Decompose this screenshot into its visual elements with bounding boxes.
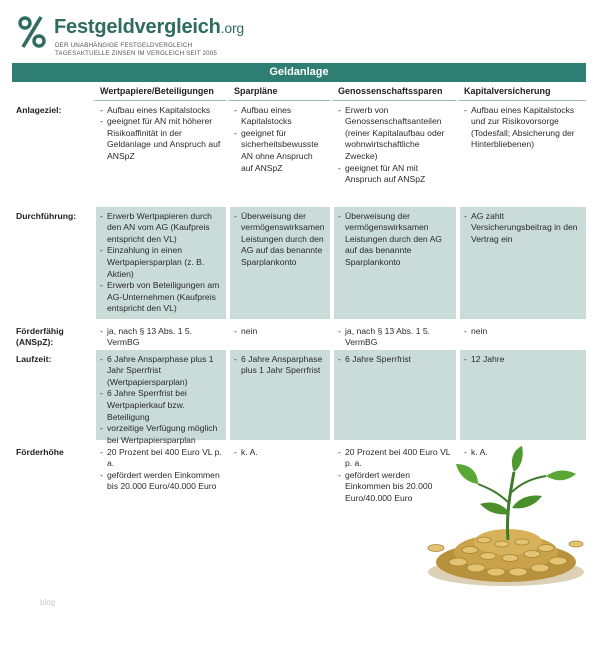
- cell-item-list: [338, 211, 452, 269]
- table-cell: [456, 322, 586, 347]
- cell-item: - 20 Prozent bei 400 Euro VL p. a.: [100, 447, 222, 470]
- table-cell: [92, 443, 226, 508]
- cell-item-list: [338, 105, 452, 186]
- row-foerderfaehig: [12, 322, 586, 347]
- cell-item: - 12 Jahre: [464, 354, 582, 366]
- cell-item-list: [338, 354, 452, 366]
- cell-item: - k. A.: [234, 447, 326, 459]
- table-cell: [92, 350, 226, 445]
- table-cell: [226, 101, 330, 204]
- watermark-text: blog: [40, 598, 56, 607]
- column-header-empty: [12, 82, 92, 101]
- cell-item-list: [464, 326, 582, 338]
- cell-item-list: [100, 326, 222, 349]
- cell-item-list: [464, 105, 582, 151]
- column-header-sparplaene: Sparpläne: [226, 82, 330, 101]
- cell-item: - 6 Jahre Sperrfrist: [338, 354, 452, 366]
- cell-item: - nein: [234, 326, 326, 338]
- cell-item: - AG zahlt Versicherungsbeitrag in den Vertrag ein: [464, 211, 582, 246]
- table-cell: [226, 443, 330, 508]
- table-cell: [330, 322, 456, 347]
- table-cell: [330, 101, 456, 204]
- cell-item-list: [234, 211, 326, 269]
- cell-item: - k. A.: [464, 447, 582, 459]
- table-cell: [226, 322, 330, 347]
- comparison-table: [12, 63, 586, 508]
- cell-item: - nein: [464, 326, 582, 338]
- cell-item-list: [100, 105, 222, 163]
- cell-item: - gefördert werden Einkommen bis 20.000 Euro/40.000 Euro: [100, 470, 222, 493]
- table-title: Geldanlage: [12, 63, 586, 82]
- cell-item: - Überweisung der vermögenswirksamen Leistungen durch den AG auf das benannte Sparplankonto: [234, 211, 326, 269]
- cell-item: - ja, nach § 13 Abs. 1 5. VermBG: [100, 326, 222, 349]
- cell-item: - 6 Jahre Ansparphase plus 1 Jahr Sperrfrist: [234, 354, 326, 377]
- row-label: Laufzeit:: [12, 350, 92, 440]
- table-cell: [92, 322, 226, 347]
- table-cell: [456, 101, 586, 204]
- column-header-genossenschaft: Genossenschaftssparen: [330, 82, 456, 101]
- cell-item: - geeignet für sicherheitsbewusste AN ohne Anspruch auf ANSpZ: [234, 128, 326, 174]
- table-cell: [330, 207, 456, 319]
- cell-item-list: [338, 326, 452, 349]
- cell-item-list: [464, 354, 582, 366]
- cell-item: - gefördert werden Einkommen bis 20.000 Euro/40.000 Euro: [338, 470, 452, 505]
- cell-item: - Erwerb Wertpapieren durch den AN vom AG (Kaufpreis entspricht den VL): [100, 211, 222, 246]
- table-cell: [226, 350, 330, 440]
- table-cell: [226, 207, 330, 319]
- cell-item: - geeignet für AN mit Anspruch auf ANSpZ: [338, 163, 452, 186]
- table-cell: [456, 207, 586, 319]
- cell-item-list: [100, 447, 222, 493]
- row-label: Anlageziel:: [16, 104, 62, 115]
- cell-item: - geeignet für AN mit höherer Risikoaffinität in der Geldanlage und Anspruch auf ANSpZ: [100, 116, 222, 162]
- row-label: Förderfähig (ANSpZ):: [16, 325, 64, 348]
- percent-icon: [18, 14, 46, 50]
- cell-item: - 6 Jahre Ansparphase plus 1 Jahr Sperrfrist (Wertpapiersparplan): [100, 354, 222, 389]
- cell-item: - ja, nach § 13 Abs. 1 5. VermBG: [338, 326, 452, 349]
- cell-item: - vorzeitige Verfügung möglich bei Wertpapiersparplan: [100, 423, 222, 446]
- cell-item-list: [464, 211, 582, 246]
- table-cell: [92, 101, 226, 204]
- cell-item-list: [234, 326, 326, 338]
- cell-item: - 6 Jahre Sperrfrist bei Wertpapierkauf bzw. Beteiligung: [100, 388, 222, 423]
- cell-item: - Aufbau eines Kapitalstocks und zur Risikovorsorge (Todesfall; Absicherung der Hinterbliebenen): [464, 105, 582, 151]
- row-label: Durchführung:: [12, 207, 92, 319]
- cell-item-list: [100, 211, 222, 315]
- logo-wordmark[interactable]: Festgeldvergleich.org: [54, 16, 244, 38]
- column-header-kapitalversicherung: Kapitalversicherung: [456, 82, 586, 101]
- cell-item: - Aufbau eines Kapitalstocks: [234, 105, 326, 128]
- table-cell: [330, 350, 456, 440]
- cell-item: - Erwerb von Beteiligungen am AG-Unternehmen (Kaufpreis entspricht den VL): [100, 280, 222, 315]
- table-header-row: [12, 82, 586, 101]
- table-cell: [456, 350, 586, 440]
- cell-item-list: [100, 354, 222, 447]
- cell-item: - Aufbau eines Kapitalstocks: [100, 105, 222, 117]
- row-anlageziel: [12, 101, 586, 204]
- cell-item: - 20 Prozent bei 400 Euro VL p. a.: [338, 447, 452, 470]
- table-cell: [92, 207, 226, 319]
- row-laufzeit: [12, 350, 586, 445]
- cell-item-list: [234, 447, 326, 459]
- cell-item: - Einzahlung in einen Wertpapiersparplan (z. B. Aktien): [100, 245, 222, 280]
- cell-item: - Erwerb von Genossenschaftsanteilen (reiner Kapitalaufbau oder wohnwirtschaftliche Zwecke): [338, 105, 452, 163]
- plant-coins-icon: [418, 444, 588, 594]
- row-durchfuehrung: [12, 207, 586, 319]
- cell-item-list: [234, 354, 326, 377]
- cell-item: - Überweisung der vermögenswirksamen Leistungen durch den AG auf das benannte Sparplankonto: [338, 211, 452, 269]
- logo-tagline: DER UNABHÄNGIGE FESTGELDVERGLEICH TAGESAKTUELLE ZINSEN IM VERGLEICH SEIT 2005: [55, 42, 218, 57]
- column-header-wertpapiere: Wertpapiere/Beteiligungen: [92, 82, 226, 101]
- row-label: Förderhöhe: [16, 446, 64, 457]
- cell-item-list: [234, 105, 326, 175]
